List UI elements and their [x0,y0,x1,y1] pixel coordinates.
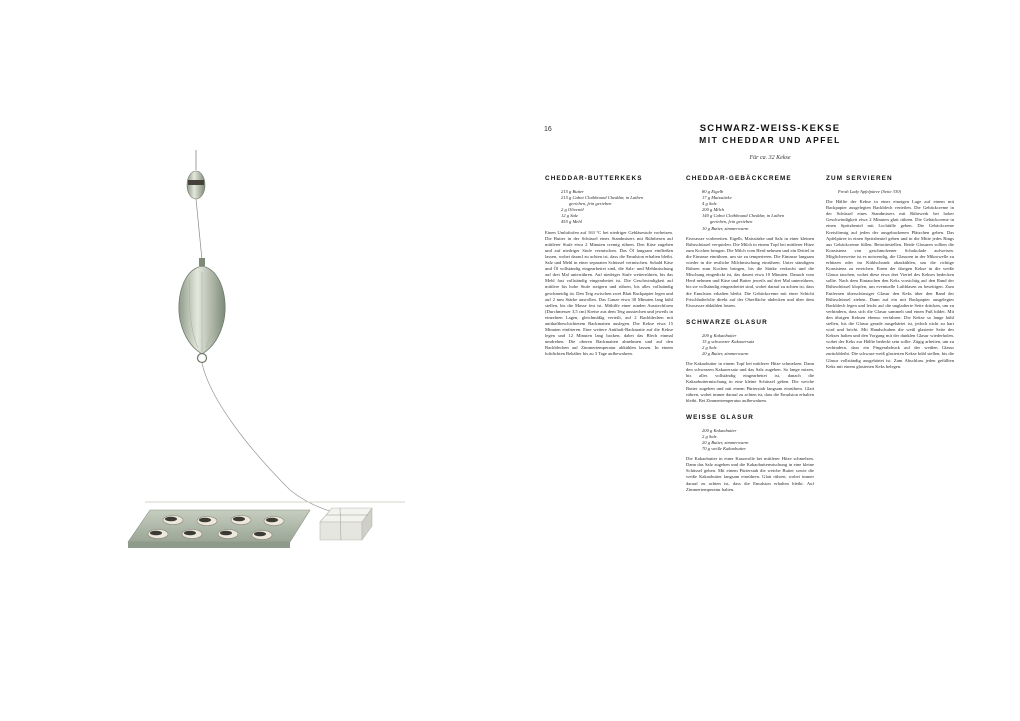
ingredient-item: 20 g Butter, zimmerwarm [702,351,749,357]
ingredient-item: 140 g Cabot Clothbound Cheddar, in Laiben [702,213,785,219]
ingredient-item: 4 g Salz [702,201,717,207]
column-zum-servieren [826,175,954,370]
ingredient-item: 200 g Milch [702,207,725,213]
method-weisse-glasur: Die Kakaobutter in einer Kasserolle bei mittlerer Hitze schmelzen. Dann das Salz zugeben und die Kakaobuttermischung in eine kleine Schüssel geben. Mit einem Pürierstab die weiche Butter sowie die weiße Kakaobutter langsam einrühren. Glatt rühren, wobei immer darauf zu achten ist, dass die Emulsion erhalten bleibt. Auf Zimmertemperatur halten. [686,456,814,492]
method-butterkeks: Einen Umluftofen auf 163 °C bei niedriger Gebläsestufe vorheizen. Die Butter in der Schüssel eines Standmixers mit Rührbesen auf mittlerer Stufe etwa 2 Minuten cremig rühren. Den Käse zugeben und auf niedriger Stufe vermischen. Das Öl langsam einfließen lassen, wobei darauf zu achten ist, dass die Emulsion erhalten bleibt. Salz und Mehl in einer separaten Schüssel vermischen. Sobald Käse und Öl vollständig eingearbeitet sind, die Salz- und Mehlmischung auf drei Mal unterrühren. Auf niedriger Stufe weiterrühren, bis das Mehl fast vollständig eingearbeitet ist. Die Geschwindigkeit auf mittlere bis hohe Stufe steigern und rühren, bis alles vollständig geschmeidig ist. Den Teig zwischen zwei Blatt Backpapier legen und auf 2 mm Stärke ausrollen. Das Ganze etwa 30 Minuten lang kühl stellen, bis die Masse fest ist. Mithilfe einer runden Ausstechform (Durchmesser 3,5 cm) Kreise aus dem Teig ausstechen und jeweils in einzelnen Lagen, gleichmäßig verteilt, auf 2 Backblechen mit antihaftbeschichtetem Backmatten auslegen. Die Kekse etwa 15 Minuten einfrieren. Eine weitere Antihaft-Backmatte auf die Kekse legen und 12 Minuten lang backen, dabei das Blech einmal umdrehen. Die oberen Backmatten abnehmen und auf den Backblechen auf Zimmertemperatur abkühlen lassen. In einem luftdichten Behälter bis zu 3 Tage aufbewahren. [545,229,673,357]
ingredient-item: 70 g weiße Kakaobutter [702,446,747,452]
ingredient-item: gerieben, fein gerieben [569,201,612,207]
ingredient-item: 200 g Kakaobutter [702,427,737,433]
recipe-subtitle: MIT CHEDDAR UND APFEL [699,135,841,145]
ingredient-item: 455 g Mehl [561,219,582,225]
ingredient-item: 12 g Salz [561,213,578,219]
ingredient-item: gerieben, fein gerieben [710,219,753,225]
method-servieren: Die Hälfte der Kekse in einer einzigen Lage auf einem mit Backpapier ausgelegten Backblech verteilen. Die Gebäckcreme in der Schüssel eines Standmixers mit Rührwerk bei hoher Geschwindigkeit etwa 2 Minuten glatt rühren. Die Gebäckcreme in einen Spritzbeutel mit Lochtülle geben. Die Gebäckcreme Kreisförmig auf jeden der ausgebackenen Plätzchen geben. Das Apfelpüree in einen Spritzbeutel geben und in die Mitte jedes Rings aus Gebäckcreme füllen. Beiseitestellen. Beide Glasuren sollten die Konsistenz von geschmolzener Schokolade aufweisen. Möglicherweise ist es notwendig, die Glasuren in der Mikrowelle zu erhitzen oder im Kühlschrank abzukühlen, um die richtige Konsistenz zu erreichen. Einen der übrigen Kekse in die weiße Glasur tauchen, wobei diese etwa drei Viertel des Kekses bedecken sollte. Nach dem Eintauchen den Keks vorsichtig auf den Rand der Rührschüssel klopfen, um eventuelle Luftblasen zu beseitigen. Zum Entfernen überschüssiger Glasur den Keks über den Rand der Rührschüssel ziehen. Dann auf ein mit Backpapier ausgelegtes Backblech legen und leicht auf die ungladierte Seite drücken, um zu verhindern, dass sich die Glasur sammelt und einen Fuß bildet. Mit den übrigen Keksen ebenso verfahren. Die Kekse so lange kühl stellen, bis die Glasur gerade ausgehärtet ist, jedoch nicht zu hart wird und bricht. Mit Handschuhen die weiß glasierte Seite des Kekses halten und den Vorgang mit der dunklen Glasur wiederholen, wobei der Keks zur Hälfte bedeckt sein sollte. Zügig arbeiten, um zu verhindern, dass ein Fingerabdruck auf der weißen Glasur zurückbleibt. Die schwarz-weiß glasierten Kekse kühl stellen, bis die Glasur vollständig ausgehärtet ist. Zum Abschluss jeden gefüllten Keks mit einem glasierten Keks belegen. [826,199,954,369]
plumb-bob-illustration [110,150,440,570]
ingredient-item: 10 g Butter, zimmerwarm [702,225,749,231]
ingredient-item: 215 g Cabot Clothbound Cheddar, in Laiben [561,195,644,201]
ingredient-item: 80 g Eigelb [702,189,724,194]
section-heading-gebaeckcreme: CHEDDAR-GEBÄCKCREME [686,175,792,182]
section-heading-servieren: ZUM SERVIEREN [826,175,893,182]
ingredient-item: 2 g Olivenöl [561,207,584,213]
column-cheddar-butterkeks [545,175,673,358]
method-schwarze-glasur: Die Kakaobutter in einem Topf bei mittlerer Hitze schmelzen. Dann den schwarzen Kakaoersatz und das Salz zugeben. So lange mixen, bis alles vollständig eingearbeitet ist, danach die Kakaobuttermischung in eine kleine Schüssel geben. Die weiche Butter zugeben und mit einem Pürierstab langsam einrühren. Glatt rühren, wobei immer darauf zu achten ist, dass die Emulsion erhalten bleibt. Bei Zimmertemperatur aufbewahren. [686,361,814,403]
ingredient-list-gebaeckcreme [686,189,814,232]
recipe-title-block [660,123,880,161]
section-heading-weisse-glasur: WEISSE GLASUR [686,413,754,421]
column-gebaeckcreme-glasuren [686,175,814,493]
ingredient-item: 20 g Butter, zimmerwarm [702,440,749,445]
ingredient-item: 200 g Kakaobutter [702,332,737,338]
page-number: 16 [544,126,552,133]
ingredient-item: 215 g Butter [561,189,584,194]
ingredient-list-weisse-glasur [686,428,814,452]
ingredient-item: 17 g Maisstärke [702,195,732,201]
recipe-title: SCHWARZ-WEISS-KEKSE [699,123,841,134]
ingredient-list-schwarze-glasur [686,333,814,357]
servieren-reference: Fresh Lady Apfelpüree (Seite 330) [838,189,902,194]
ingredient-item: 15 g schwarzer Kakaoersatz [702,338,755,344]
ingredient-list-butterkeks [545,189,673,226]
ingredient-item: 2 g Salz [702,344,717,350]
method-gebaeckcreme: Eiswasser vorbereiten. Eigelb, Maisstärke und Salz in einer kleinen Rührschüssel verquirlen. Die Milch in einem Topf bei mittlerer Hitze zum Kochen bringen. Die Milch vom Herd nehmen und ein Drittel in die Eimasse einrühren, um sie zu temperieren. Die Eimasse langsam wieder in die restliche Milchmischung einrühren. Unter ständigem Rühren zum Kochen bringen, bis die Stärke verkocht und die Mischung eingedickt ist, das dauert etwa 10 Minuten. Danach vom Herd nehmen und Käse und Butter jeweils auf drei Mal unterrühren, bis sie vollständig eingearbeitet sind, wobei darauf zu achten ist, dass die Emulsion erhalten bleibt. Die Gebäckcreme mit einer Schicht Frischhaltefolie direkt auf der Oberfläche abdecken und über dem Eiswasser abkühlen lassen. [686,235,814,308]
section-heading-butterkeks: CHEDDAR-BUTTERKEKS [545,175,643,182]
section-heading-schwarze-glasur: SCHWARZE GLASUR [686,318,768,326]
recipe-yield: Für ca. 32 Kekse [749,155,791,161]
ingredient-item: 2 g Salz [702,433,717,439]
